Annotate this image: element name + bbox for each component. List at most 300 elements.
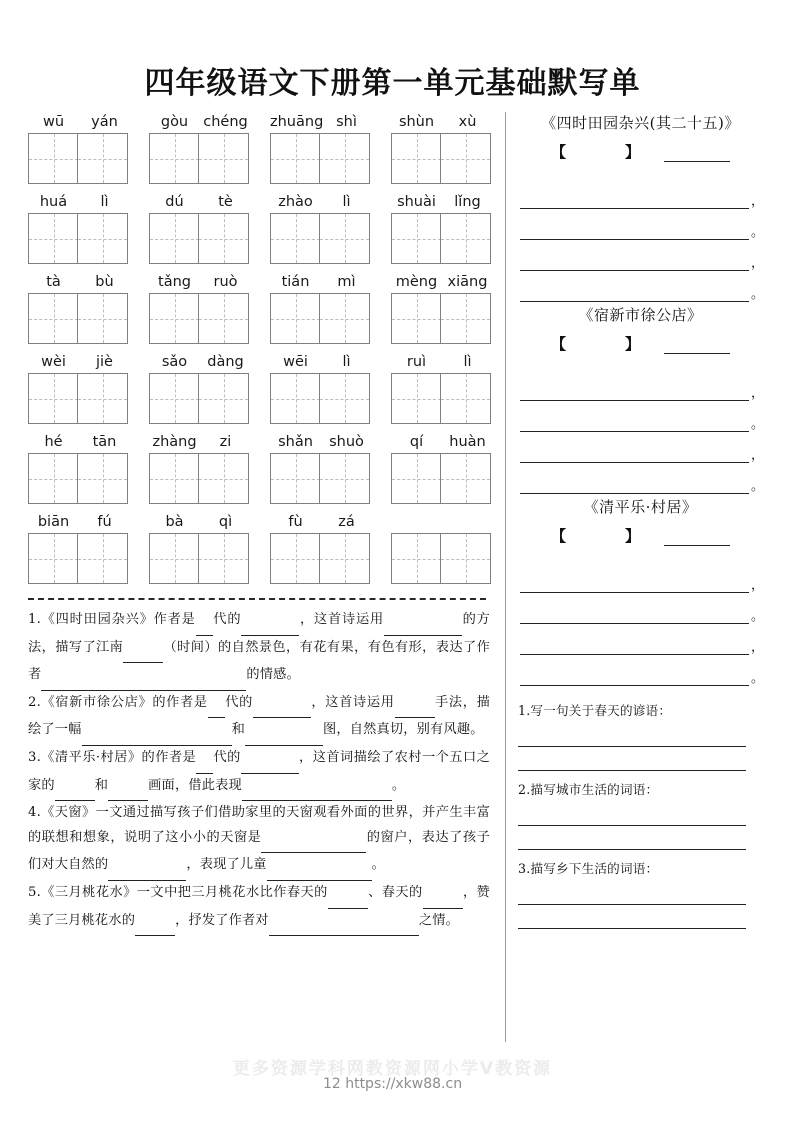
character-cell <box>270 192 321 264</box>
pinyin-label: wū <box>42 114 65 130</box>
pinyin-label: ruì <box>406 354 427 370</box>
word-pair <box>149 112 251 184</box>
line-punctuation: 。 <box>751 225 765 240</box>
pinyin-label <box>442 512 493 533</box>
tianzige-writing-box[interactable] <box>77 373 128 424</box>
tianzige-writing-box[interactable] <box>149 213 200 264</box>
answer-blank[interactable] <box>245 720 323 746</box>
question-text-segment: 代的 <box>212 612 242 627</box>
prompt-label: 3.描写乡下生活的词语： <box>518 861 659 876</box>
answer-blank[interactable] <box>242 776 392 802</box>
word-pair <box>149 192 251 264</box>
line-punctuation: ， <box>751 386 765 401</box>
question-number: 5. <box>28 884 41 900</box>
pinyin-row <box>28 272 490 344</box>
tianzige-writing-box[interactable] <box>440 373 491 424</box>
question-text-segment: 手法，描绘了一幅 <box>28 694 490 738</box>
section-divider <box>28 598 486 600</box>
writing-rule[interactable] <box>520 411 749 432</box>
poem-author-row <box>518 141 763 162</box>
answer-blank[interactable] <box>41 665 246 691</box>
character-cell <box>321 512 372 584</box>
question-item <box>28 691 490 746</box>
question-text-segment: ，这首诗运用 <box>299 612 384 627</box>
character-cell <box>28 512 79 584</box>
tianzige-writing-box[interactable] <box>270 213 321 264</box>
tianzige-writing-box[interactable] <box>319 453 370 504</box>
poem-answer-line[interactable] <box>520 432 763 463</box>
pinyin-label: ruò <box>213 274 238 290</box>
word-pair <box>28 352 130 424</box>
poem-author-row <box>518 333 763 354</box>
tianzige-writing-box[interactable] <box>149 533 200 584</box>
vocabulary-prompts-section <box>518 700 763 929</box>
question-text-segment: 的方法，描写了江南 <box>28 612 491 655</box>
word-pair <box>28 192 130 264</box>
page-title: 四年级语文下册第一单元基础默写单 <box>144 66 641 101</box>
character-cell <box>200 512 251 584</box>
answer-blank[interactable] <box>82 720 232 746</box>
word-pair <box>391 192 493 264</box>
tianzige-writing-box[interactable] <box>28 213 79 264</box>
tianzige-writing-box[interactable] <box>198 373 249 424</box>
character-cell <box>200 352 251 424</box>
pinyin-pair-line <box>28 112 490 184</box>
writing-rule[interactable] <box>520 380 749 401</box>
prompt-label: 1.写一句关于春天的谚语： <box>518 703 672 718</box>
line-punctuation: 。 <box>751 609 765 624</box>
pinyin-label: mèng <box>395 274 438 290</box>
prompt-answer-line[interactable] <box>518 826 746 850</box>
pinyin-label: dàng <box>207 354 244 370</box>
tianzige-writing-box[interactable] <box>28 133 79 184</box>
character-cell <box>200 432 251 504</box>
tianzige-writing-box[interactable] <box>149 373 200 424</box>
tianzige-writing-box[interactable] <box>270 293 321 344</box>
writing-rule[interactable] <box>520 603 749 624</box>
question-text-segment: 代的 <box>224 694 253 710</box>
word-pair <box>391 512 493 584</box>
pinyin-label: lǐng <box>454 194 481 210</box>
pinyin-label: qí <box>409 434 424 450</box>
line-punctuation: 。 <box>751 479 765 494</box>
dynasty-bracket[interactable]: 【 】 <box>550 335 662 353</box>
tianzige-writing-box[interactable] <box>440 293 491 344</box>
word-pair <box>149 272 251 344</box>
character-cell <box>391 352 442 424</box>
question-text-segment: 《宿新市徐公店》的作者是 <box>40 694 208 710</box>
tianzige-writing-box[interactable] <box>198 213 249 264</box>
answer-blank[interactable] <box>395 693 435 719</box>
answer-blank[interactable] <box>267 855 372 881</box>
prompt-answer-line[interactable] <box>518 802 746 826</box>
character-cell <box>391 272 442 344</box>
pinyin-label: tè <box>218 194 233 210</box>
prompt-answer-line[interactable] <box>518 881 746 905</box>
word-pair <box>28 432 130 504</box>
tianzige-writing-box[interactable] <box>77 213 128 264</box>
word-pair <box>28 112 130 184</box>
word-pair <box>28 512 130 584</box>
poem-block <box>518 304 763 494</box>
tianzige-writing-box[interactable] <box>198 133 249 184</box>
pinyin-label: lì <box>100 194 109 210</box>
pinyin-pair-line <box>28 512 490 584</box>
pinyin-label: xiāng <box>447 274 488 290</box>
line-punctuation: 。 <box>751 417 765 432</box>
answer-blank[interactable] <box>253 693 311 719</box>
poem-answer-line[interactable] <box>520 240 763 271</box>
vocabulary-prompt <box>518 779 763 850</box>
character-cell <box>28 432 79 504</box>
author-blank[interactable] <box>664 147 730 162</box>
pinyin-row <box>28 512 490 584</box>
poem-title: 《四时田园杂兴(其二十五)》 <box>541 114 740 132</box>
character-cell <box>321 272 372 344</box>
poem-answer-line[interactable] <box>520 370 763 401</box>
character-cell <box>270 352 321 424</box>
pinyin-label: tān <box>92 434 117 450</box>
tianzige-writing-box[interactable] <box>440 213 491 264</box>
pinyin-label: wēi <box>283 354 308 370</box>
question-text-segment: 。 <box>371 857 386 873</box>
tianzige-writing-box[interactable] <box>391 213 442 264</box>
pinyin-label: lì <box>463 354 472 370</box>
poem-recitation-section <box>518 112 763 686</box>
character-cell <box>200 112 251 184</box>
tianzige-writing-box[interactable] <box>391 533 442 584</box>
pinyin-label: xù <box>458 114 477 130</box>
answer-blank[interactable] <box>208 693 225 719</box>
character-cell <box>270 112 324 184</box>
pinyin-pair-line <box>28 352 490 424</box>
writing-rule[interactable] <box>520 665 749 686</box>
question-number: 3. <box>28 749 41 765</box>
question-text-segment: 画面，借此表现 <box>148 777 242 793</box>
pinyin-label <box>391 512 442 533</box>
writing-rule[interactable] <box>520 281 749 302</box>
question-text-segment: 《三月桃花水》一文中把三月桃花水比作春天的 <box>40 884 328 900</box>
question-text <box>28 691 490 746</box>
character-cell <box>79 112 130 184</box>
answer-blank[interactable] <box>261 828 366 854</box>
character-cell <box>391 512 442 584</box>
answer-blank[interactable] <box>123 638 163 664</box>
writing-rule[interactable] <box>520 473 749 494</box>
line-punctuation: ， <box>751 448 765 463</box>
word-pair <box>149 512 251 584</box>
prompt-answer-line[interactable] <box>518 723 746 747</box>
line-punctuation: 。 <box>751 671 765 686</box>
pinyin-label: fú <box>97 514 112 530</box>
tianzige-writing-box[interactable] <box>270 533 321 584</box>
poem-answer-line[interactable] <box>520 271 763 302</box>
tianzige-writing-box[interactable] <box>319 293 370 344</box>
pinyin-label: shuò <box>329 434 364 450</box>
pinyin-label: wèi <box>41 354 66 370</box>
poem-answer-lines <box>518 562 763 686</box>
question-text-segment: 《清平乐·村居》的作者是 <box>40 749 197 765</box>
question-text <box>28 746 490 801</box>
pinyin-label: tà <box>46 274 61 290</box>
column-divider <box>505 112 506 1042</box>
pinyin-label: bà <box>165 514 184 530</box>
prompt-label: 2.描写城市生活的词语： <box>518 782 659 797</box>
vocabulary-prompt <box>518 858 763 929</box>
question-item <box>28 801 490 881</box>
poem-answer-line[interactable] <box>520 463 763 494</box>
pinyin-row <box>28 432 490 504</box>
left-column <box>28 112 490 936</box>
tianzige-writing-box[interactable] <box>77 133 128 184</box>
tianzige-writing-box[interactable] <box>77 293 128 344</box>
pinyin-label: qì <box>218 514 233 530</box>
tianzige-writing-box[interactable] <box>440 453 491 504</box>
poem-answer-line[interactable] <box>520 562 763 593</box>
pinyin-label: tián <box>281 274 310 290</box>
footer-url: 12 https://xkw88.cn <box>322 1076 463 1092</box>
pinyin-label: shǎn <box>278 434 313 450</box>
pinyin-label: sǎo <box>161 354 188 370</box>
character-cell <box>442 512 493 584</box>
word-pair <box>149 352 251 424</box>
poem-answer-lines <box>518 370 763 494</box>
writing-rule[interactable] <box>520 188 749 209</box>
tianzige-writing-box[interactable] <box>319 373 370 424</box>
line-punctuation: ， <box>751 578 765 593</box>
tianzige-writing-box[interactable] <box>270 453 321 504</box>
pinyin-label: chéng <box>203 114 248 130</box>
pinyin-label: bù <box>95 274 114 290</box>
question-text-segment: 《四时田园杂兴》作者是 <box>40 612 196 627</box>
question-text-segment: 和 <box>231 722 245 738</box>
poem-block <box>518 112 763 302</box>
character-cell <box>149 352 200 424</box>
poem-title: 《清平乐·村居》 <box>583 498 698 516</box>
answer-blank[interactable] <box>55 776 95 802</box>
question-text-segment: 的情感。 <box>246 667 300 683</box>
character-cell <box>79 512 130 584</box>
pinyin-label: shùn <box>398 114 435 130</box>
character-cell <box>391 432 442 504</box>
pinyin-label: jiè <box>96 354 113 370</box>
question-text <box>28 608 490 691</box>
character-cell <box>391 112 442 184</box>
writing-rule[interactable] <box>520 572 749 593</box>
pinyin-label: gòu <box>160 114 189 130</box>
pinyin-row <box>28 192 490 264</box>
question-item <box>28 881 490 936</box>
pinyin-label: hé <box>44 434 63 450</box>
character-cell <box>149 112 200 184</box>
pinyin-pair-line <box>28 192 490 264</box>
word-pair <box>391 352 493 424</box>
pinyin-label: biān <box>37 514 70 530</box>
question-text-segment: （时间）的自然景色，有花有果，有色有形，表达了作者 <box>28 639 490 683</box>
poem-answer-line[interactable] <box>520 209 763 240</box>
pinyin-pair-line <box>28 272 490 344</box>
question-text-segment: ，这首词描绘了农村一个五口之家的 <box>28 749 490 793</box>
pinyin-label: huá <box>39 194 68 210</box>
pinyin-label: mì <box>337 274 356 290</box>
tianzige-writing-box[interactable] <box>391 373 442 424</box>
pinyin-label: tǎng <box>158 274 191 290</box>
author-blank[interactable] <box>664 339 730 354</box>
tianzige-writing-box[interactable] <box>198 533 249 584</box>
poem-answer-line[interactable] <box>520 624 763 655</box>
poem-answer-line[interactable] <box>520 401 763 432</box>
character-cell <box>442 272 493 344</box>
tianzige-writing-box[interactable] <box>149 133 200 184</box>
question-text-segment: ，表现了儿童 <box>186 857 267 873</box>
question-text-segment: 之情。 <box>418 912 459 928</box>
answer-blank[interactable] <box>241 610 299 636</box>
pinyin-label: dú <box>165 194 184 210</box>
question-text-segment: 《天窗》一文通过描写孩子们借助家里的天窗观看外面的世界，并产生丰富的联想和想象，说明了这小小的天窗是 <box>28 805 490 845</box>
character-cell <box>79 352 130 424</box>
answer-blank[interactable] <box>241 748 299 774</box>
poem-answer-line[interactable] <box>520 655 763 686</box>
tianzige-writing-box[interactable] <box>28 293 79 344</box>
pinyin-label: zhào <box>278 194 313 210</box>
pinyin-row <box>28 112 490 184</box>
question-text <box>28 881 490 936</box>
prompt-answer-line[interactable] <box>518 747 746 771</box>
character-cell <box>270 512 321 584</box>
vocabulary-prompt <box>518 700 763 771</box>
author-blank[interactable] <box>664 531 730 546</box>
writing-rule[interactable] <box>520 250 749 271</box>
character-cell <box>270 432 321 504</box>
character-cell <box>149 272 200 344</box>
tianzige-writing-box[interactable] <box>198 453 249 504</box>
answer-blank[interactable] <box>328 883 368 909</box>
character-cell <box>442 112 493 184</box>
question-text-segment: ，赞美了三月桃花水的 <box>28 884 490 928</box>
character-cell <box>391 192 442 264</box>
poem-answer-line[interactable] <box>520 178 763 209</box>
word-pair <box>270 272 372 344</box>
character-cell <box>321 112 372 184</box>
question-number: 2. <box>28 694 41 710</box>
pinyin-label: fù <box>288 514 303 530</box>
answer-blank[interactable] <box>196 610 213 636</box>
pinyin-label: lì <box>342 354 351 370</box>
pinyin-grid <box>28 112 490 584</box>
tianzige-writing-box[interactable] <box>319 213 370 264</box>
answer-blank[interactable] <box>423 883 463 909</box>
question-text-segment: ，抒发了作者对 <box>175 912 269 928</box>
pinyin-label: yán <box>91 114 118 130</box>
character-cell <box>79 192 130 264</box>
tianzige-writing-box[interactable] <box>440 533 491 584</box>
tianzige-writing-box[interactable] <box>270 133 321 184</box>
line-punctuation: ， <box>751 256 765 271</box>
question-text-segment: ，这首诗运用 <box>310 694 395 710</box>
word-pair <box>270 192 372 264</box>
question-text <box>28 801 490 881</box>
character-cell <box>200 272 251 344</box>
tianzige-writing-box[interactable] <box>28 453 79 504</box>
question-text-segment: 代的 <box>213 749 241 765</box>
tianzige-writing-box[interactable] <box>149 293 200 344</box>
character-cell <box>28 272 79 344</box>
line-punctuation: ， <box>751 640 765 655</box>
character-cell <box>149 192 200 264</box>
tianzige-writing-box[interactable] <box>391 453 442 504</box>
poem-answer-line[interactable] <box>520 593 763 624</box>
tianzige-writing-box[interactable] <box>319 133 370 184</box>
question-text-segment: 的窗户，表达了孩子们对大自然的 <box>28 829 490 873</box>
question-text-segment: 、春天的 <box>367 884 423 900</box>
word-pair <box>28 272 130 344</box>
dynasty-bracket[interactable]: 【 】 <box>550 143 662 161</box>
tianzige-writing-box[interactable] <box>270 373 321 424</box>
question-number: 1. <box>28 612 41 627</box>
writing-rule[interactable] <box>520 442 749 463</box>
pinyin-label: zi <box>219 434 232 450</box>
pinyin-row <box>28 352 490 424</box>
character-cell <box>270 272 321 344</box>
character-cell <box>149 432 200 504</box>
tianzige-writing-box[interactable] <box>198 293 249 344</box>
pinyin-label: lì <box>342 194 351 210</box>
pinyin-label: shì <box>336 114 357 130</box>
answer-blank[interactable] <box>108 855 186 881</box>
character-cell <box>28 192 79 264</box>
writing-rule[interactable] <box>520 634 749 655</box>
tianzige-writing-box[interactable] <box>77 453 128 504</box>
questions-list <box>28 608 490 936</box>
poem-author-row <box>518 525 763 546</box>
character-cell <box>442 432 493 504</box>
answer-blank[interactable] <box>135 911 175 937</box>
prompt-answer-line[interactable] <box>518 905 746 929</box>
pinyin-label: zá <box>338 514 355 530</box>
right-column <box>518 112 763 937</box>
character-cell <box>442 352 493 424</box>
character-cell <box>321 192 372 264</box>
character-cell <box>200 192 251 264</box>
tianzige-writing-box[interactable] <box>77 533 128 584</box>
character-cell <box>79 272 130 344</box>
answer-blank[interactable] <box>108 776 148 802</box>
tianzige-writing-box[interactable] <box>319 533 370 584</box>
word-pair <box>391 432 493 504</box>
answer-blank[interactable] <box>269 911 419 937</box>
question-text-segment: 。 <box>391 777 406 793</box>
tianzige-writing-box[interactable] <box>391 133 442 184</box>
tianzige-writing-box[interactable] <box>149 453 200 504</box>
pinyin-label: zhàng <box>152 434 197 450</box>
poem-answer-lines <box>518 178 763 302</box>
pinyin-label: shuài <box>397 194 436 210</box>
watermark: 更多资源学科网教资源网小学V教资源 <box>232 1059 553 1079</box>
character-cell <box>28 112 79 184</box>
dynasty-bracket[interactable]: 【 】 <box>550 527 662 545</box>
answer-blank[interactable] <box>384 610 462 636</box>
tianzige-writing-box[interactable] <box>28 373 79 424</box>
tianzige-writing-box[interactable] <box>440 133 491 184</box>
character-cell <box>79 432 130 504</box>
tianzige-writing-box[interactable] <box>391 293 442 344</box>
answer-blank[interactable] <box>196 748 213 774</box>
character-cell <box>442 192 493 264</box>
word-pair <box>270 512 372 584</box>
tianzige-writing-box[interactable] <box>28 533 79 584</box>
character-cell <box>321 432 372 504</box>
writing-rule[interactable] <box>520 219 749 240</box>
